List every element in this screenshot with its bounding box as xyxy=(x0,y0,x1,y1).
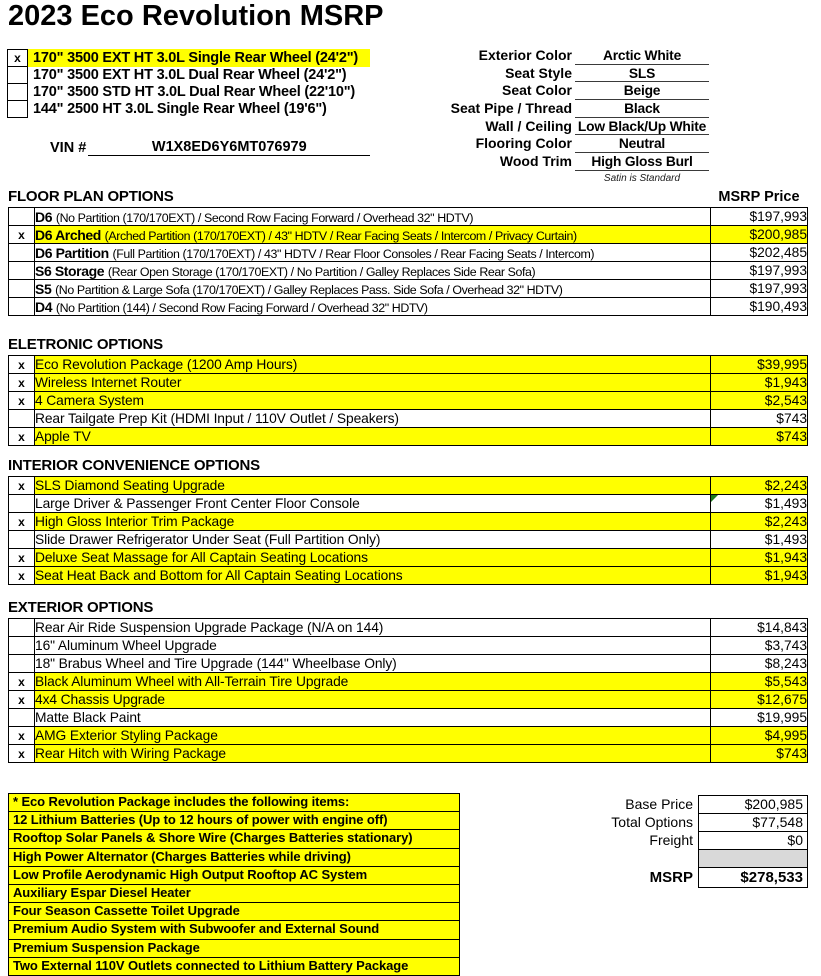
option-checkbox[interactable]: x xyxy=(9,226,35,244)
spec-value: SLS xyxy=(575,65,709,83)
option-checkbox[interactable] xyxy=(9,709,35,727)
option-checkbox[interactable] xyxy=(9,244,35,262)
option-row xyxy=(9,549,808,567)
floor-plan-desc: (No Partition (170/170EXT) / Second Row Facing Forward / Overhead 32" HDTV) xyxy=(55,210,474,225)
floor-plan-desc: (No Partition & Large Sofa (170/170EXT) / Galley Replaces Pass. Side Sofa / Overhead 32" HDTV) xyxy=(55,282,563,297)
option-checkbox[interactable]: x xyxy=(9,673,35,691)
option-label xyxy=(35,298,711,316)
chassis-option-label: 170" 3500 EXT HT 3.0L Dual Rear Wheel (24'2") xyxy=(33,67,347,83)
option-checkbox[interactable] xyxy=(9,531,35,549)
summary-value xyxy=(698,849,808,868)
spec-row xyxy=(400,118,709,136)
option-price: $1,493 xyxy=(711,531,808,549)
option-checkbox[interactable] xyxy=(9,495,35,513)
option-checkbox[interactable]: x xyxy=(9,549,35,567)
floor-plan-name: D6 Arched xyxy=(35,226,101,243)
floor-plan-name: S6 Storage xyxy=(35,262,105,279)
exterior-options-table xyxy=(8,618,808,763)
chassis-option-row xyxy=(7,49,370,67)
spec-label: Wood Trim xyxy=(499,153,572,170)
option-checkbox[interactable] xyxy=(9,208,35,226)
option-price: $2,543 xyxy=(711,392,808,410)
option-price: $1,943 xyxy=(711,374,808,392)
option-price: $743 xyxy=(711,410,808,428)
option-price: $8,243 xyxy=(711,655,808,673)
package-note-row: Two External 110V Outlets connected to Lithium Battery Package xyxy=(8,957,460,976)
option-label: Large Driver & Passenger Front Center Floor Console xyxy=(35,495,711,513)
option-label xyxy=(35,262,711,280)
page-title: 2023 Eco Revolution MSRP xyxy=(8,0,384,32)
option-row xyxy=(9,392,808,410)
chassis-option-label: 144" 2500 HT 3.0L Single Rear Wheel (19'6") xyxy=(33,101,327,117)
option-label: Deluxe Seat Massage for All Captain Seating Locations xyxy=(35,549,711,567)
chassis-options xyxy=(7,49,370,118)
summary-label xyxy=(530,849,698,868)
vin-label: VIN # xyxy=(50,140,87,156)
summary-value: $77,548 xyxy=(698,813,808,832)
option-label: Slide Drawer Refrigerator Under Seat (Full Partition Only) xyxy=(35,531,711,549)
summary-row xyxy=(530,831,808,850)
spec-value: Beige xyxy=(575,82,709,100)
package-note-row: 12 Lithium Batteries (Up to 12 hours of power with engine off) xyxy=(8,811,460,830)
spec-label: Flooring Color xyxy=(475,135,572,152)
option-label: High Gloss Interior Trim Package xyxy=(35,513,711,531)
option-row xyxy=(9,567,808,585)
spec-row xyxy=(400,47,709,65)
comment-marker-icon xyxy=(711,495,718,502)
option-label: Rear Air Ride Suspension Upgrade Package (N/A on 144) xyxy=(35,619,711,637)
option-checkbox[interactable] xyxy=(9,262,35,280)
option-label xyxy=(35,226,711,244)
option-label: Eco Revolution Package (1200 Amp Hours) xyxy=(35,356,711,374)
option-row xyxy=(9,619,808,637)
package-note-row: Premium Suspension Package xyxy=(8,939,460,958)
msrp-price-heading: MSRP Price xyxy=(718,189,800,205)
option-row xyxy=(9,410,808,428)
electronic-options-table xyxy=(8,355,808,446)
summary-label: Total Options xyxy=(611,814,693,830)
option-checkbox[interactable]: x xyxy=(9,691,35,709)
option-label: Seat Heat Back and Bottom for All Captain Seating Locations xyxy=(35,567,711,585)
package-note-row: Premium Audio System with Subwoofer and External Sound xyxy=(8,920,460,939)
option-price: $200,985 xyxy=(711,226,808,244)
interior-options-heading: INTERIOR CONVENIENCE OPTIONS xyxy=(8,457,260,474)
option-label xyxy=(35,244,711,262)
floor-plan-header-row xyxy=(8,189,808,205)
option-price: $743 xyxy=(711,428,808,446)
option-row xyxy=(9,495,808,513)
chassis-checkbox[interactable] xyxy=(7,100,28,118)
option-row xyxy=(9,673,808,691)
option-label xyxy=(35,208,711,226)
option-label xyxy=(35,280,711,298)
option-checkbox[interactable]: x xyxy=(9,428,35,446)
option-label: Wireless Internet Router xyxy=(35,374,711,392)
package-notes-box xyxy=(8,793,460,976)
option-checkbox[interactable]: x xyxy=(9,567,35,585)
spec-value: High Gloss Burl xyxy=(575,153,709,171)
electronic-options-heading: ELETRONIC OPTIONS xyxy=(8,336,163,353)
option-row xyxy=(9,356,808,374)
spec-label: Seat Pipe / Thread xyxy=(450,100,572,117)
option-price: $12,675 xyxy=(711,691,808,709)
option-checkbox[interactable] xyxy=(9,280,35,298)
floor-plan-row xyxy=(9,280,808,298)
summary-row xyxy=(530,867,808,888)
option-checkbox[interactable]: x xyxy=(9,745,35,763)
spec-row xyxy=(400,100,709,118)
chassis-checkbox[interactable]: x xyxy=(7,49,28,67)
chassis-checkbox[interactable] xyxy=(7,83,28,101)
option-price: $39,995 xyxy=(711,356,808,374)
floor-plan-name: D6 xyxy=(35,208,53,225)
option-price: $4,995 xyxy=(711,727,808,745)
option-price: $190,493 xyxy=(711,298,808,316)
package-note-row: Four Season Cassette Toilet Upgrade xyxy=(8,902,460,921)
option-checkbox[interactable]: x xyxy=(9,477,35,495)
floor-plan-desc: (Full Partition (170/170EXT) / 43" HDTV / Rear Floor Consoles / Rear Facing Seats / Intercom) xyxy=(112,246,595,261)
package-note-row: * Eco Revolution Package includes the following items: xyxy=(8,793,460,812)
option-price: $743 xyxy=(711,745,808,763)
spec-row xyxy=(400,153,709,171)
option-row xyxy=(9,513,808,531)
floor-plan-desc: (No Partition (144) / Second Row Facing Forward / Overhead 32" HDTV) xyxy=(55,300,428,315)
option-price: $202,485 xyxy=(711,244,808,262)
summary-row xyxy=(530,795,808,814)
option-checkbox[interactable]: x xyxy=(9,356,35,374)
floor-plan-heading: FLOOR PLAN OPTIONS xyxy=(8,188,174,205)
option-label: AMG Exterior Styling Package xyxy=(35,727,711,745)
price-summary xyxy=(530,795,808,888)
chassis-option-row xyxy=(7,66,370,84)
spec-label: Exterior Color xyxy=(478,47,572,63)
option-label: 4x4 Chassis Upgrade xyxy=(35,691,711,709)
spec-value: Black xyxy=(575,100,709,118)
chassis-option-label: 170" 3500 EXT HT 3.0L Single Rear Wheel (24'2") xyxy=(28,49,370,67)
spec-row xyxy=(400,82,709,100)
option-price: $3,743 xyxy=(711,637,808,655)
option-checkbox[interactable]: x xyxy=(9,392,35,410)
option-row xyxy=(9,531,808,549)
spec-row xyxy=(400,135,709,153)
summary-value: $0 xyxy=(698,831,808,850)
exterior-options-section xyxy=(8,600,808,763)
option-price: $2,243 xyxy=(711,513,808,531)
floor-plan-name: S5 xyxy=(35,280,52,297)
option-price: $197,993 xyxy=(711,280,808,298)
option-price: $1,943 xyxy=(711,567,808,585)
option-row xyxy=(9,374,808,392)
chassis-option-row xyxy=(7,100,370,118)
floor-plan-desc: (Rear Open Storage (170/170EXT) / No Partition / Galley Replaces Side Rear Sofa) xyxy=(107,264,536,279)
option-label: Black Aluminum Wheel with All-Terrain Tire Upgrade xyxy=(35,673,711,691)
chassis-checkbox[interactable] xyxy=(7,66,28,84)
option-label: SLS Diamond Seating Upgrade xyxy=(35,477,711,495)
option-row xyxy=(9,637,808,655)
option-label: Apple TV xyxy=(35,428,711,446)
specs-footnote: Satin is Standard xyxy=(603,173,681,184)
floor-plan-desc: (Arched Partition (170/170EXT) / 43" HDTV / Rear Facing Seats / Intercom / Privacy Curtain) xyxy=(104,228,577,243)
spec-row xyxy=(400,65,709,83)
chassis-option-label: 170" 3500 STD HT 3.0L Dual Rear Wheel (22'10") xyxy=(33,84,356,100)
option-checkbox[interactable] xyxy=(9,655,35,673)
package-note-row: Rooftop Solar Panels & Shore Wire (Charges Batteries stationary) xyxy=(8,829,460,848)
floor-plan-table xyxy=(8,207,808,316)
vin-value: W1X8ED6Y6MT076979 xyxy=(88,139,370,156)
option-label: Matte Black Paint xyxy=(35,709,711,727)
package-note-row: Auxiliary Espar Diesel Heater xyxy=(8,884,460,903)
vin-row xyxy=(50,139,370,156)
option-row xyxy=(9,745,808,763)
spec-fields xyxy=(400,47,709,171)
package-note-row: High Power Alternator (Charges Batteries while driving) xyxy=(8,848,460,867)
summary-label: MSRP xyxy=(649,869,693,886)
option-row xyxy=(9,477,808,495)
spec-value: Neutral xyxy=(575,135,709,153)
option-row xyxy=(9,691,808,709)
chassis-option-row xyxy=(7,83,370,101)
option-price: $197,993 xyxy=(711,208,808,226)
option-checkbox[interactable]: x xyxy=(9,513,35,531)
option-price: $2,243 xyxy=(711,477,808,495)
interior-options-table xyxy=(8,476,808,585)
option-row xyxy=(9,709,808,727)
option-checkbox[interactable] xyxy=(9,619,35,637)
floor-plan-row xyxy=(9,208,808,226)
option-label: 4 Camera System xyxy=(35,392,711,410)
floor-plan-row xyxy=(9,298,808,316)
summary-label: Freight xyxy=(649,832,693,848)
option-checkbox[interactable] xyxy=(9,298,35,316)
option-price: $1,943 xyxy=(711,549,808,567)
electronic-options-section xyxy=(8,337,808,446)
option-label: 16" Aluminum Wheel Upgrade xyxy=(35,637,711,655)
option-checkbox[interactable] xyxy=(9,410,35,428)
option-price: $197,993 xyxy=(711,262,808,280)
summary-row xyxy=(530,849,808,868)
option-checkbox[interactable] xyxy=(9,637,35,655)
spec-value: Low Black/Up White xyxy=(575,118,709,136)
option-row xyxy=(9,428,808,446)
interior-options-section xyxy=(8,458,808,585)
spec-label: Seat Color xyxy=(501,82,572,99)
option-label: 18" Brabus Wheel and Tire Upgrade (144" Wheelbase Only) xyxy=(35,655,711,673)
spec-label: Seat Style xyxy=(505,64,572,81)
option-label: Rear Hitch with Wiring Package xyxy=(35,745,711,763)
option-price: $19,995 xyxy=(711,709,808,727)
option-checkbox[interactable]: x xyxy=(9,727,35,745)
option-price: $14,843 xyxy=(711,619,808,637)
summary-row xyxy=(530,813,808,832)
option-price: $1,493 xyxy=(711,495,808,513)
floor-plan-section xyxy=(8,189,808,316)
spec-label: Wall / Ceiling xyxy=(485,117,572,134)
floor-plan-row xyxy=(9,244,808,262)
option-row xyxy=(9,655,808,673)
option-checkbox[interactable]: x xyxy=(9,374,35,392)
summary-value: $278,533 xyxy=(698,867,808,888)
exterior-options-heading: EXTERIOR OPTIONS xyxy=(8,599,154,616)
option-row xyxy=(9,727,808,745)
floor-plan-name: D6 Partition xyxy=(35,244,109,261)
summary-value: $200,985 xyxy=(698,795,808,814)
option-label: Rear Tailgate Prep Kit (HDMI Input / 110V Outlet / Speakers) xyxy=(35,410,711,428)
floor-plan-name: D4 xyxy=(35,298,53,315)
floor-plan-row xyxy=(9,226,808,244)
option-price: $5,543 xyxy=(711,673,808,691)
spec-value: Arctic White xyxy=(575,47,709,65)
summary-label: Base Price xyxy=(625,796,693,812)
package-note-row: Low Profile Aerodynamic High Output Rooftop AC System xyxy=(8,866,460,885)
floor-plan-row xyxy=(9,262,808,280)
